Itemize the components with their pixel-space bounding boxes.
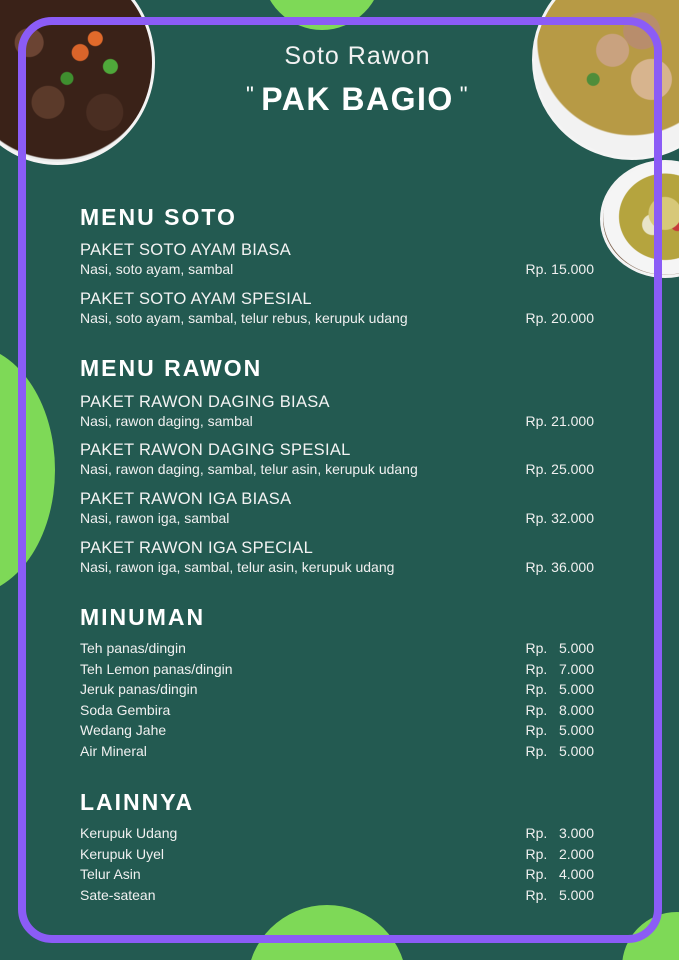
list-item <box>80 679 594 700</box>
list-item <box>80 864 594 885</box>
item-desc: Nasi, soto ayam, sambal, telur rebus, kerupuk udang <box>80 310 408 326</box>
quote-close: " <box>459 82 470 107</box>
item-price: Rp. 5.000 <box>525 742 594 759</box>
item-name: Kerupuk Uyel <box>80 845 165 862</box>
item-desc: Nasi, rawon daging, sambal, telur asin, kerupuk udang <box>80 461 418 477</box>
item-price: Rp. 5.000 <box>525 722 594 738</box>
item-desc: Nasi, soto ayam, sambal <box>80 261 234 277</box>
drink-list <box>80 638 594 761</box>
item-price: Rp. 5.000 <box>525 681 594 697</box>
list-item <box>80 844 594 865</box>
menu-item <box>80 440 594 478</box>
menu-item <box>80 289 594 327</box>
others-list <box>80 823 594 905</box>
item-price: Rp. 21.000 <box>525 413 594 429</box>
restaurant-subtitle: Soto Rawon <box>284 42 431 70</box>
menu-item <box>80 240 594 278</box>
item-name: Wedang Jahe <box>80 722 167 738</box>
item-name: Sate-satean <box>80 886 156 903</box>
menu-item <box>80 392 594 430</box>
item-price: Rp. 7.000 <box>525 660 594 677</box>
list-item <box>80 741 594 762</box>
menu-item <box>80 489 594 527</box>
item-price: Rp. 32.000 <box>525 510 594 526</box>
item-price: Rp. 4.000 <box>525 866 594 882</box>
restaurant-name: PAK BAGIO <box>261 81 454 117</box>
item-name: PAKET RAWON DAGING BIASA <box>80 393 330 411</box>
menu-item <box>80 538 594 576</box>
item-price: Rp. 2.000 <box>525 845 594 862</box>
quote-open: " <box>245 82 256 107</box>
item-desc: Nasi, rawon daging, sambal <box>80 413 253 429</box>
list-item <box>80 638 594 659</box>
item-price: Rp. 15.000 <box>525 261 594 277</box>
item-name: Telur Asin <box>80 866 141 882</box>
item-name: PAKET SOTO AYAM SPESIAL <box>80 290 312 308</box>
item-name: Air Mineral <box>80 742 147 759</box>
item-name: Kerupuk Udang <box>80 825 178 841</box>
item-name: PAKET RAWON IGA BIASA <box>80 490 292 508</box>
list-item <box>80 823 594 844</box>
item-desc: Nasi, rawon iga, sambal <box>80 510 230 526</box>
item-name: PAKET SOTO AYAM BIASA <box>80 241 292 259</box>
item-name: Jeruk panas/dingin <box>80 681 198 697</box>
item-price: Rp. 3.000 <box>525 825 594 841</box>
section-title-soto: MENU SOTO <box>80 204 237 230</box>
item-name: Soda Gembira <box>80 701 171 718</box>
item-name: PAKET RAWON DAGING SPESIAL <box>80 441 351 459</box>
list-item <box>80 885 594 906</box>
menu-header <box>0 42 679 118</box>
item-price: Rp. 5.000 <box>525 886 594 903</box>
section-title-rawon: MENU RAWON <box>80 355 263 381</box>
list-item <box>80 720 594 741</box>
item-name: PAKET RAWON IGA SPECIAL <box>80 539 314 557</box>
restaurant-title <box>0 81 679 118</box>
list-item <box>80 659 594 680</box>
item-price: Rp. 5.000 <box>525 640 594 656</box>
item-price: Rp. 20.000 <box>525 310 594 326</box>
section-title-minuman: MINUMAN <box>80 604 206 630</box>
item-price: Rp. 36.000 <box>525 559 594 575</box>
item-desc: Nasi, rawon iga, sambal, telur asin, kerupuk udang <box>80 559 395 575</box>
list-item <box>80 700 594 721</box>
item-name: Teh Lemon panas/dingin <box>80 660 233 677</box>
item-name: Teh panas/dingin <box>80 640 186 656</box>
section-title-lainnya: LAINNYA <box>80 789 195 815</box>
item-price: Rp. 25.000 <box>525 461 594 477</box>
item-price: Rp. 8.000 <box>525 701 594 718</box>
